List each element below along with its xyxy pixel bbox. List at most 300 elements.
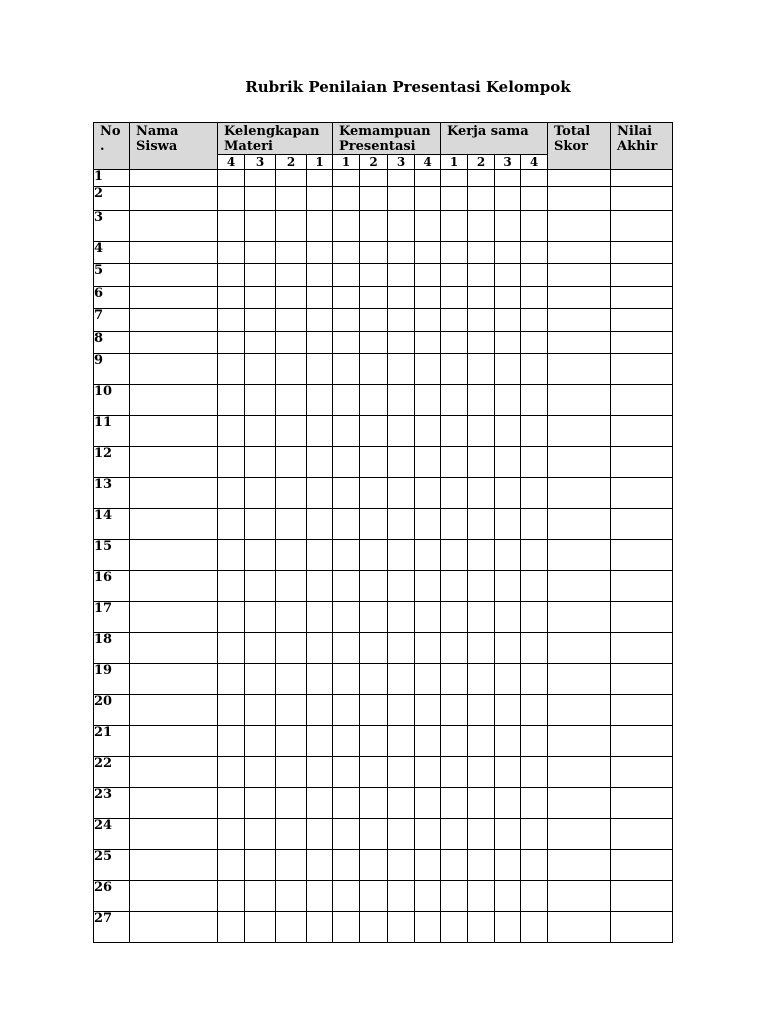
score-cell[interactable]: [360, 695, 388, 726]
score-cell[interactable]: [360, 385, 388, 416]
score-cell[interactable]: [218, 478, 245, 509]
score-cell[interactable]: [307, 912, 333, 943]
score-cell[interactable]: [415, 385, 441, 416]
score-cell[interactable]: [415, 332, 441, 354]
score-cell[interactable]: [276, 309, 307, 332]
score-cell[interactable]: [521, 881, 548, 912]
score-cell[interactable]: [521, 726, 548, 757]
score-cell[interactable]: [307, 287, 333, 309]
score-cell[interactable]: [495, 170, 521, 187]
score-cell[interactable]: [333, 602, 360, 633]
score-cell[interactable]: [360, 633, 388, 664]
score-cell[interactable]: [130, 912, 218, 943]
score-cell[interactable]: [441, 332, 468, 354]
score-cell[interactable]: [521, 912, 548, 943]
score-cell[interactable]: [468, 819, 495, 850]
score-cell[interactable]: [415, 850, 441, 881]
score-cell[interactable]: [245, 447, 276, 478]
score-cell[interactable]: [441, 385, 468, 416]
score-cell[interactable]: [360, 478, 388, 509]
score-cell[interactable]: [495, 664, 521, 695]
score-cell[interactable]: [218, 509, 245, 540]
score-cell[interactable]: [548, 571, 611, 602]
score-cell[interactable]: [307, 309, 333, 332]
score-cell[interactable]: [441, 881, 468, 912]
score-cell[interactable]: [521, 664, 548, 695]
score-cell[interactable]: [218, 242, 245, 264]
score-cell[interactable]: [276, 602, 307, 633]
score-cell[interactable]: [441, 447, 468, 478]
score-cell[interactable]: [611, 664, 673, 695]
score-cell[interactable]: [333, 695, 360, 726]
score-cell[interactable]: [548, 695, 611, 726]
score-cell[interactable]: [307, 850, 333, 881]
score-cell[interactable]: [441, 509, 468, 540]
score-cell[interactable]: [333, 912, 360, 943]
score-cell[interactable]: [611, 478, 673, 509]
score-cell[interactable]: [521, 478, 548, 509]
score-cell[interactable]: [130, 509, 218, 540]
score-cell[interactable]: [468, 309, 495, 332]
score-cell[interactable]: [388, 571, 415, 602]
score-cell[interactable]: [360, 287, 388, 309]
score-cell[interactable]: [333, 788, 360, 819]
score-cell[interactable]: [245, 571, 276, 602]
score-cell[interactable]: [548, 912, 611, 943]
score-cell[interactable]: [415, 788, 441, 819]
score-cell[interactable]: [495, 416, 521, 447]
score-cell[interactable]: [360, 571, 388, 602]
score-cell[interactable]: [245, 187, 276, 211]
score-cell[interactable]: [333, 757, 360, 788]
score-cell[interactable]: [307, 509, 333, 540]
score-cell[interactable]: [495, 540, 521, 571]
score-cell[interactable]: [218, 850, 245, 881]
score-cell[interactable]: [218, 187, 245, 211]
score-cell[interactable]: [276, 850, 307, 881]
score-cell[interactable]: [521, 416, 548, 447]
score-cell[interactable]: [333, 385, 360, 416]
score-cell[interactable]: [333, 571, 360, 602]
score-cell[interactable]: [218, 540, 245, 571]
score-cell[interactable]: [333, 478, 360, 509]
score-cell[interactable]: [276, 211, 307, 242]
score-cell[interactable]: [441, 819, 468, 850]
score-cell[interactable]: [521, 757, 548, 788]
score-cell[interactable]: [130, 211, 218, 242]
score-cell[interactable]: [441, 788, 468, 819]
score-cell[interactable]: [441, 726, 468, 757]
score-cell[interactable]: [495, 757, 521, 788]
score-cell[interactable]: [495, 726, 521, 757]
score-cell[interactable]: [218, 287, 245, 309]
score-cell[interactable]: [130, 332, 218, 354]
score-cell[interactable]: [307, 447, 333, 478]
score-cell[interactable]: [388, 478, 415, 509]
score-cell[interactable]: [276, 509, 307, 540]
score-cell[interactable]: [415, 354, 441, 385]
score-cell[interactable]: [441, 242, 468, 264]
score-cell[interactable]: [218, 264, 245, 287]
score-cell[interactable]: [276, 819, 307, 850]
score-cell[interactable]: [130, 264, 218, 287]
score-cell[interactable]: [441, 264, 468, 287]
score-cell[interactable]: [307, 242, 333, 264]
score-cell[interactable]: [218, 695, 245, 726]
score-cell[interactable]: [333, 170, 360, 187]
score-cell[interactable]: [415, 912, 441, 943]
score-cell[interactable]: [415, 416, 441, 447]
score-cell[interactable]: [468, 385, 495, 416]
score-cell[interactable]: [130, 354, 218, 385]
score-cell[interactable]: [468, 571, 495, 602]
score-cell[interactable]: [360, 211, 388, 242]
score-cell[interactable]: [360, 416, 388, 447]
score-cell[interactable]: [245, 664, 276, 695]
score-cell[interactable]: [415, 726, 441, 757]
score-cell[interactable]: [245, 478, 276, 509]
score-cell[interactable]: [388, 416, 415, 447]
score-cell[interactable]: [468, 726, 495, 757]
score-cell[interactable]: [415, 602, 441, 633]
score-cell[interactable]: [245, 287, 276, 309]
score-cell[interactable]: [360, 757, 388, 788]
score-cell[interactable]: [521, 211, 548, 242]
score-cell[interactable]: [130, 571, 218, 602]
score-cell[interactable]: [360, 850, 388, 881]
score-cell[interactable]: [388, 385, 415, 416]
score-cell[interactable]: [245, 757, 276, 788]
score-cell[interactable]: [611, 726, 673, 757]
score-cell[interactable]: [611, 187, 673, 211]
score-cell[interactable]: [495, 187, 521, 211]
score-cell[interactable]: [388, 211, 415, 242]
score-cell[interactable]: [548, 757, 611, 788]
score-cell[interactable]: [548, 242, 611, 264]
score-cell[interactable]: [276, 757, 307, 788]
score-cell[interactable]: [495, 309, 521, 332]
score-cell[interactable]: [276, 287, 307, 309]
score-cell[interactable]: [468, 287, 495, 309]
score-cell[interactable]: [333, 211, 360, 242]
score-cell[interactable]: [521, 602, 548, 633]
score-cell[interactable]: [360, 881, 388, 912]
score-cell[interactable]: [245, 726, 276, 757]
score-cell[interactable]: [276, 332, 307, 354]
score-cell[interactable]: [245, 912, 276, 943]
score-cell[interactable]: [611, 309, 673, 332]
score-cell[interactable]: [611, 354, 673, 385]
score-cell[interactable]: [307, 416, 333, 447]
score-cell[interactable]: [611, 788, 673, 819]
score-cell[interactable]: [333, 187, 360, 211]
score-cell[interactable]: [415, 309, 441, 332]
score-cell[interactable]: [495, 385, 521, 416]
score-cell[interactable]: [218, 881, 245, 912]
score-cell[interactable]: [245, 385, 276, 416]
score-cell[interactable]: [360, 726, 388, 757]
score-cell[interactable]: [307, 602, 333, 633]
score-cell[interactable]: [495, 881, 521, 912]
score-cell[interactable]: [468, 187, 495, 211]
score-cell[interactable]: [441, 287, 468, 309]
score-cell[interactable]: [276, 242, 307, 264]
score-cell[interactable]: [276, 187, 307, 211]
score-cell[interactable]: [611, 633, 673, 664]
score-cell[interactable]: [218, 354, 245, 385]
score-cell[interactable]: [521, 385, 548, 416]
score-cell[interactable]: [307, 211, 333, 242]
score-cell[interactable]: [388, 309, 415, 332]
score-cell[interactable]: [276, 726, 307, 757]
score-cell[interactable]: [130, 447, 218, 478]
score-cell[interactable]: [218, 912, 245, 943]
score-cell[interactable]: [521, 819, 548, 850]
score-cell[interactable]: [307, 478, 333, 509]
score-cell[interactable]: [495, 211, 521, 242]
score-cell[interactable]: [130, 664, 218, 695]
score-cell[interactable]: [245, 309, 276, 332]
score-cell[interactable]: [548, 478, 611, 509]
score-cell[interactable]: [360, 264, 388, 287]
score-cell[interactable]: [548, 447, 611, 478]
score-cell[interactable]: [521, 788, 548, 819]
score-cell[interactable]: [548, 416, 611, 447]
score-cell[interactable]: [495, 332, 521, 354]
score-cell[interactable]: [521, 170, 548, 187]
score-cell[interactable]: [548, 540, 611, 571]
score-cell[interactable]: [548, 726, 611, 757]
score-cell[interactable]: [130, 540, 218, 571]
score-cell[interactable]: [611, 881, 673, 912]
score-cell[interactable]: [521, 447, 548, 478]
score-cell[interactable]: [218, 633, 245, 664]
score-cell[interactable]: [495, 447, 521, 478]
score-cell[interactable]: [415, 509, 441, 540]
score-cell[interactable]: [415, 170, 441, 187]
score-cell[interactable]: [495, 264, 521, 287]
score-cell[interactable]: [415, 881, 441, 912]
score-cell[interactable]: [495, 819, 521, 850]
score-cell[interactable]: [495, 788, 521, 819]
score-cell[interactable]: [333, 850, 360, 881]
score-cell[interactable]: [611, 509, 673, 540]
score-cell[interactable]: [468, 170, 495, 187]
score-cell[interactable]: [307, 788, 333, 819]
score-cell[interactable]: [130, 788, 218, 819]
score-cell[interactable]: [218, 788, 245, 819]
score-cell[interactable]: [468, 788, 495, 819]
score-cell[interactable]: [276, 633, 307, 664]
score-cell[interactable]: [521, 187, 548, 211]
score-cell[interactable]: [130, 850, 218, 881]
score-cell[interactable]: [218, 447, 245, 478]
score-cell[interactable]: [468, 757, 495, 788]
score-cell[interactable]: [218, 385, 245, 416]
score-cell[interactable]: [245, 788, 276, 819]
score-cell[interactable]: [548, 354, 611, 385]
score-cell[interactable]: [468, 540, 495, 571]
score-cell[interactable]: [388, 726, 415, 757]
score-cell[interactable]: [495, 287, 521, 309]
score-cell[interactable]: [218, 757, 245, 788]
score-cell[interactable]: [611, 819, 673, 850]
score-cell[interactable]: [333, 354, 360, 385]
score-cell[interactable]: [360, 309, 388, 332]
score-cell[interactable]: [441, 416, 468, 447]
score-cell[interactable]: [307, 571, 333, 602]
score-cell[interactable]: [360, 447, 388, 478]
score-cell[interactable]: [276, 881, 307, 912]
score-cell[interactable]: [388, 912, 415, 943]
score-cell[interactable]: [245, 509, 276, 540]
score-cell[interactable]: [333, 416, 360, 447]
score-cell[interactable]: [548, 332, 611, 354]
score-cell[interactable]: [307, 540, 333, 571]
score-cell[interactable]: [441, 540, 468, 571]
score-cell[interactable]: [611, 211, 673, 242]
score-cell[interactable]: [388, 264, 415, 287]
score-cell[interactable]: [307, 819, 333, 850]
score-cell[interactable]: [468, 354, 495, 385]
score-cell[interactable]: [468, 633, 495, 664]
score-cell[interactable]: [468, 478, 495, 509]
score-cell[interactable]: [388, 602, 415, 633]
score-cell[interactable]: [245, 881, 276, 912]
score-cell[interactable]: [441, 757, 468, 788]
score-cell[interactable]: [521, 571, 548, 602]
score-cell[interactable]: [130, 170, 218, 187]
score-cell[interactable]: [611, 571, 673, 602]
score-cell[interactable]: [130, 695, 218, 726]
score-cell[interactable]: [548, 819, 611, 850]
score-cell[interactable]: [611, 385, 673, 416]
score-cell[interactable]: [521, 509, 548, 540]
score-cell[interactable]: [495, 478, 521, 509]
score-cell[interactable]: [468, 332, 495, 354]
score-cell[interactable]: [611, 540, 673, 571]
score-cell[interactable]: [130, 881, 218, 912]
score-cell[interactable]: [611, 416, 673, 447]
score-cell[interactable]: [218, 819, 245, 850]
score-cell[interactable]: [468, 509, 495, 540]
score-cell[interactable]: [548, 187, 611, 211]
score-cell[interactable]: [276, 447, 307, 478]
score-cell[interactable]: [245, 602, 276, 633]
score-cell[interactable]: [468, 881, 495, 912]
score-cell[interactable]: [495, 633, 521, 664]
score-cell[interactable]: [245, 242, 276, 264]
score-cell[interactable]: [276, 788, 307, 819]
score-cell[interactable]: [611, 264, 673, 287]
score-cell[interactable]: [611, 602, 673, 633]
score-cell[interactable]: [130, 633, 218, 664]
score-cell[interactable]: [130, 287, 218, 309]
score-cell[interactable]: [333, 447, 360, 478]
score-cell[interactable]: [130, 602, 218, 633]
score-cell[interactable]: [388, 850, 415, 881]
score-cell[interactable]: [548, 633, 611, 664]
score-cell[interactable]: [468, 264, 495, 287]
score-cell[interactable]: [611, 695, 673, 726]
score-cell[interactable]: [415, 540, 441, 571]
score-cell[interactable]: [245, 850, 276, 881]
score-cell[interactable]: [415, 571, 441, 602]
score-cell[interactable]: [521, 850, 548, 881]
score-cell[interactable]: [276, 416, 307, 447]
score-cell[interactable]: [360, 242, 388, 264]
score-cell[interactable]: [276, 478, 307, 509]
score-cell[interactable]: [521, 242, 548, 264]
score-cell[interactable]: [548, 788, 611, 819]
score-cell[interactable]: [218, 309, 245, 332]
score-cell[interactable]: [521, 695, 548, 726]
score-cell[interactable]: [276, 571, 307, 602]
score-cell[interactable]: [360, 912, 388, 943]
score-cell[interactable]: [130, 385, 218, 416]
score-cell[interactable]: [548, 309, 611, 332]
score-cell[interactable]: [218, 571, 245, 602]
score-cell[interactable]: [245, 819, 276, 850]
score-cell[interactable]: [548, 664, 611, 695]
score-cell[interactable]: [548, 850, 611, 881]
score-cell[interactable]: [468, 416, 495, 447]
score-cell[interactable]: [360, 819, 388, 850]
score-cell[interactable]: [388, 757, 415, 788]
score-cell[interactable]: [548, 509, 611, 540]
score-cell[interactable]: [611, 332, 673, 354]
score-cell[interactable]: [611, 850, 673, 881]
score-cell[interactable]: [521, 264, 548, 287]
score-cell[interactable]: [333, 509, 360, 540]
score-cell[interactable]: [245, 170, 276, 187]
score-cell[interactable]: [333, 540, 360, 571]
score-cell[interactable]: [333, 633, 360, 664]
score-cell[interactable]: [307, 385, 333, 416]
score-cell[interactable]: [307, 695, 333, 726]
score-cell[interactable]: [521, 633, 548, 664]
score-cell[interactable]: [307, 726, 333, 757]
score-cell[interactable]: [611, 287, 673, 309]
score-cell[interactable]: [307, 757, 333, 788]
score-cell[interactable]: [441, 354, 468, 385]
score-cell[interactable]: [245, 211, 276, 242]
score-cell[interactable]: [245, 354, 276, 385]
score-cell[interactable]: [333, 881, 360, 912]
score-cell[interactable]: [415, 287, 441, 309]
score-cell[interactable]: [441, 695, 468, 726]
score-cell[interactable]: [548, 170, 611, 187]
score-cell[interactable]: [388, 170, 415, 187]
score-cell[interactable]: [415, 187, 441, 211]
score-cell[interactable]: [388, 354, 415, 385]
score-cell[interactable]: [388, 187, 415, 211]
score-cell[interactable]: [360, 332, 388, 354]
score-cell[interactable]: [388, 819, 415, 850]
score-cell[interactable]: [415, 211, 441, 242]
score-cell[interactable]: [415, 447, 441, 478]
score-cell[interactable]: [495, 354, 521, 385]
score-cell[interactable]: [360, 788, 388, 819]
score-cell[interactable]: [360, 187, 388, 211]
score-cell[interactable]: [441, 571, 468, 602]
score-cell[interactable]: [218, 211, 245, 242]
score-cell[interactable]: [441, 187, 468, 211]
score-cell[interactable]: [495, 912, 521, 943]
score-cell[interactable]: [388, 664, 415, 695]
score-cell[interactable]: [415, 264, 441, 287]
score-cell[interactable]: [333, 309, 360, 332]
